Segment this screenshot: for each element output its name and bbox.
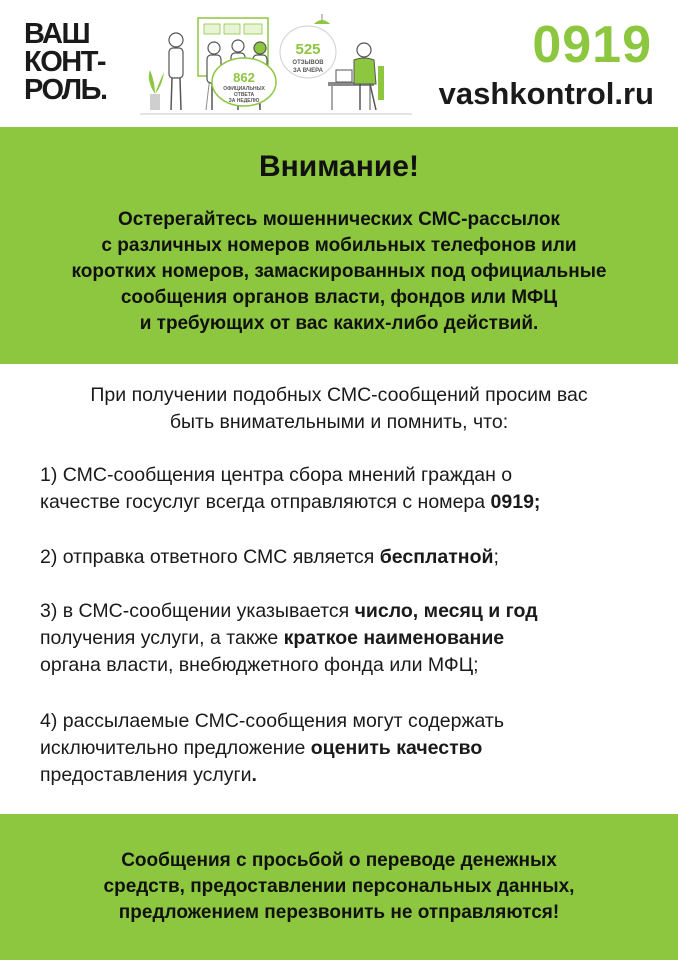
footer-line: предложением перезвонить не отправляются!: [118, 902, 560, 923]
svg-text:862: 862: [233, 70, 255, 85]
logo-line: КОНТ-: [24, 46, 106, 78]
intro-line: При получении подобных СМС-сообщений просим вас: [90, 384, 588, 406]
item-text: 3) в СМС-сообщении указывается: [40, 600, 355, 622]
item-emphasis: краткое наименование: [283, 627, 505, 649]
logo-line: РОЛЬ.: [24, 74, 107, 106]
item-text: получения услуги, а также: [40, 627, 284, 649]
item-text: 2) отправка ответного СМС является: [40, 546, 380, 568]
svg-text:ОТЗЫВОВ: ОТЗЫВОВ: [292, 60, 324, 66]
svg-text:525: 525: [295, 41, 321, 58]
logo-line: ВАШ: [24, 18, 90, 50]
item-text: качестве госуслуг всегда отправляются с номера: [40, 491, 491, 513]
item-emphasis: оценить качество: [310, 737, 483, 759]
item-text: предоставления услуги: [40, 764, 252, 786]
warning-line: и требующих от вас каких-либо действий.: [139, 313, 539, 334]
item-text: исключительно предложение: [40, 737, 311, 759]
svg-text:ОФИЦИАЛЬНЫХ: ОФИЦИАЛЬНЫХ: [223, 86, 265, 92]
list-item-rating-request: [40, 708, 660, 789]
item-line: [40, 489, 660, 516]
warning-text: [20, 207, 658, 337]
intro-text: [20, 382, 658, 436]
footer-section: [0, 814, 678, 960]
item-emphasis: число, месяц и год: [354, 600, 538, 622]
person-icon: [169, 33, 183, 110]
list-item-message-content: [40, 598, 660, 679]
lamp-icon: [314, 14, 330, 24]
svg-text:ОТВЕТА: ОТВЕТА: [233, 92, 255, 98]
footer-line: средств, предоставлении персональных данных,: [103, 876, 575, 897]
item-line: 1) СМС-сообщения центра сбора мнений граждан о: [40, 464, 513, 486]
item-line: [40, 735, 660, 762]
item-line: 4) рассылаемые СМС-сообщения могут содержать: [40, 710, 505, 732]
attention-section: [0, 127, 678, 364]
svg-text:ЗА ВЧЕРА: ЗА ВЧЕРА: [293, 68, 323, 74]
item-line: [40, 625, 660, 652]
logo: [24, 20, 107, 104]
item-line: [40, 762, 660, 789]
seated-person-icon: [354, 43, 384, 110]
warning-line: Остерегайтесь мошеннических СМС-рассылок: [118, 209, 560, 230]
intro-line: быть внимательными и помнить, что:: [169, 411, 509, 433]
item-emphasis: .: [251, 764, 257, 786]
svg-text:ЗА НЕДЕЛЮ: ЗА НЕДЕЛЮ: [228, 98, 260, 104]
website-url[interactable]: vashkontrol.ru: [438, 76, 654, 111]
office-illustration: [140, 10, 412, 118]
item-line: [40, 544, 660, 571]
footer-line: Сообщения с просьбой о переводе денежных: [121, 850, 557, 871]
warning-line: сообщения органов власти, фондов или МФЦ: [120, 287, 558, 308]
item-emphasis: бесплатной: [379, 546, 494, 568]
list-item-free-reply: [40, 544, 660, 571]
sms-number: 0919: [532, 16, 652, 74]
item-line: [40, 598, 660, 625]
warning-line: коротких номеров, замаскированных под официальные: [71, 261, 607, 282]
item-emphasis: 0919;: [490, 491, 541, 513]
plant-icon: [149, 70, 164, 110]
attention-title: Внимание!: [259, 150, 419, 183]
warning-line: с различных номеров мобильных телефонов или: [101, 235, 577, 256]
info-section: [0, 364, 678, 814]
item-line: органа власти, внебюджетного фонда или МФЦ;: [40, 654, 479, 676]
footer-warning: [20, 848, 658, 926]
header: [0, 0, 678, 127]
item-text: ;: [493, 546, 499, 568]
list-item-sender-number: [40, 462, 660, 516]
